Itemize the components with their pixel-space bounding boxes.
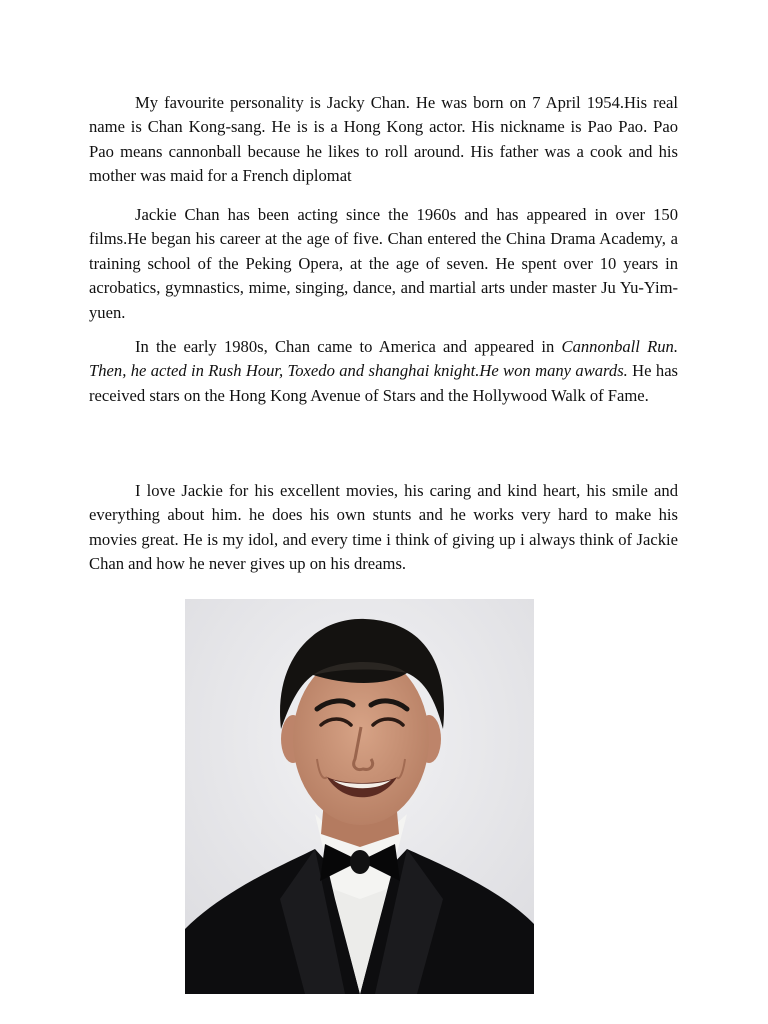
paragraph-3-text (89, 335, 678, 408)
paragraph-3 (89, 335, 678, 408)
bowtie-knot (350, 850, 370, 874)
portrait-photo (185, 599, 534, 994)
paragraph-3-text-after: He has received stars on the Hong Kong Avenue of Stars and the Hollywood Walk of Fame. (89, 361, 679, 405)
paragraph-4-text: I love Jackie for his excellent movies, his caring and kind heart, his smile and everything about him. he does his own stunts and he works very hard to make his movies great. He is my idol, and every time i think of giving up i always think of Jackie Chan and how he never gives up on his dreams. (89, 481, 678, 574)
paragraph-3-text-italic: Cannonball Run. Then, he acted in Rush Hour, Toxedo and shanghai knight.He won many awards. (89, 337, 678, 381)
paragraph-2-text: Jackie Chan has been acting since the 1960s and has appeared in over 150 films.He began his career at the age of five. Chan entered the China Drama Academy, a training school of the Peking Opera, at the age of seven. He spent over 10 years in acrobatics, gymnastics, mime, singing, dance, and martial arts under master Ju Yu-Yim-yuen. (89, 205, 678, 322)
paragraph-3-text-before: In the early 1980s, Chan came to America and appeared in (135, 337, 562, 356)
paragraph-1 (89, 91, 678, 189)
portrait-illustration (185, 599, 534, 994)
paragraph-2 (89, 203, 678, 325)
paragraph-4 (89, 479, 678, 577)
paragraph-1-text: My favourite personality is Jacky Chan. He was born on 7 April 1954.His real name is Chan Kong-sang. He is is a Hong Kong actor. His nickname is Pao Pao. Pao Pao means cannonball because he likes to roll around. His father was a cook and his mother was maid for a French diplomat (89, 93, 678, 186)
